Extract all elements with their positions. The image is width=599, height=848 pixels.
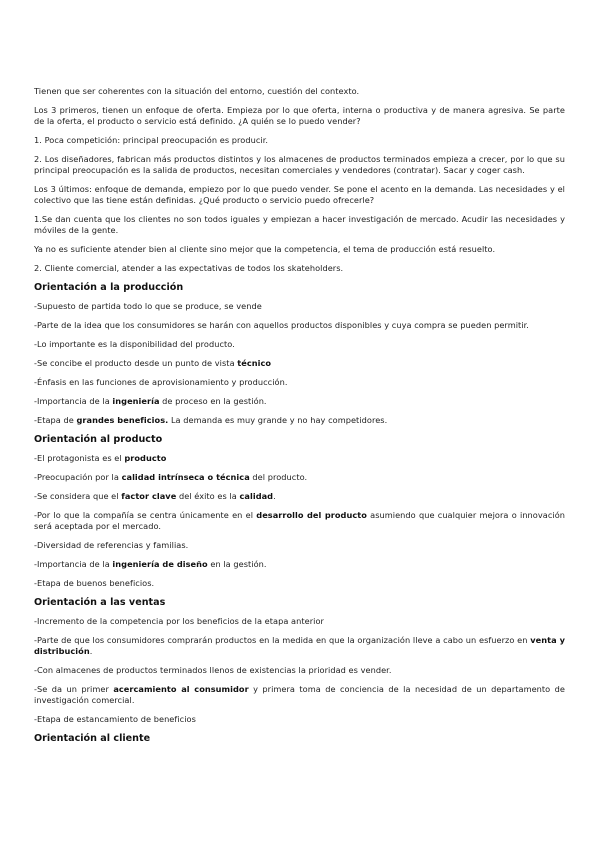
- paragraph: [34, 214, 565, 236]
- paragraph: [34, 358, 565, 369]
- text-run: Tienen que ser coherentes con la situación del entorno, cuestión del contexto.: [34, 86, 360, 96]
- text-run: -Parte de que los consumidores comprarán productos en la medida en que la organización lleve a cabo un esfuerzo en: [34, 635, 531, 645]
- bold-text: factor clave: [121, 491, 177, 501]
- bold-text: calidad intrínseca o técnica: [121, 472, 250, 482]
- bold-text: calidad: [239, 491, 274, 501]
- bold-text: grandes beneficios.: [76, 415, 169, 425]
- paragraph: [34, 244, 565, 255]
- bold-text: venta y distribución: [34, 635, 565, 656]
- bold-text: desarrollo del producto: [256, 510, 367, 520]
- text-run: -Supuesto de partida todo lo que se produce, se vende: [34, 301, 262, 311]
- bold-text: ingeniería de diseño: [112, 559, 208, 569]
- section-heading: [34, 434, 565, 446]
- text-run: -Se da un primer: [34, 684, 114, 694]
- paragraph: [34, 415, 565, 426]
- paragraph: [34, 301, 565, 312]
- paragraph: [34, 559, 565, 570]
- text-run: -Parte de la idea que los consumidores se harán con aquellos productos disponibles y cuya compra se pueden permitir.: [34, 320, 529, 330]
- paragraph: [34, 510, 565, 532]
- paragraph: [34, 684, 565, 706]
- text-run: -Se considera que el: [34, 491, 122, 501]
- paragraph: [34, 105, 565, 127]
- text-run: -Diversidad de referencias y familias.: [34, 540, 189, 550]
- text-run: de proceso en la gestión.: [159, 396, 267, 406]
- paragraph: [34, 320, 565, 331]
- text-run: Orientación a la producción: [34, 282, 184, 293]
- text-run: del producto.: [249, 472, 308, 482]
- text-run: -Importancia de la: [34, 559, 113, 569]
- paragraph: [34, 540, 565, 551]
- paragraph: [34, 665, 565, 676]
- text-run: 2. Los diseñadores, fabrican más productos distintos y los almacenes de productos terminados empieza a crecer, por lo que su principal preocupación es la salida de productos, necesitan comerciales y vendedores (contratar). Sacar y coger cash.: [34, 154, 565, 175]
- text-run: La demanda es muy grande y no hay competidores.: [168, 415, 388, 425]
- paragraph: [34, 616, 565, 627]
- paragraph: [34, 135, 565, 146]
- text-run: -Se concibe el producto desde un punto de vista: [34, 358, 238, 368]
- text-run: -Importancia de la: [34, 396, 113, 406]
- paragraph: [34, 453, 565, 464]
- paragraph: [34, 377, 565, 388]
- text-run: Los 3 primeros, tienen un enfoque de oferta. Empieza por lo que oferta, interna o productiva y de manera agresiva. Se parte de la oferta, el producto o servicio está definido. ¿A quién se lo puedo vender?: [34, 105, 565, 126]
- text-run: -Con almacenes de productos terminados llenos de existencias la prioridad es vender.: [34, 665, 392, 675]
- text-run: 2. Cliente comercial, atender a las expectativas de todos los skateholders.: [34, 263, 344, 273]
- text-run: y primera toma de conciencia de la necesidad de un departamento de investigación comercial.: [34, 684, 565, 705]
- text-run: .: [89, 646, 93, 656]
- text-run: -Etapa de estancamiento de beneficios: [34, 714, 196, 724]
- paragraph: [34, 263, 565, 274]
- paragraph: [34, 472, 565, 483]
- paragraph: [34, 714, 565, 725]
- text-run: -El protagonista es el: [34, 453, 125, 463]
- text-run: en la gestión.: [207, 559, 267, 569]
- paragraph: [34, 578, 565, 589]
- text-run: Orientación al cliente: [34, 733, 151, 744]
- section-heading: [34, 733, 565, 745]
- bold-text: acercamiento al consumidor: [113, 684, 249, 694]
- text-run: .: [273, 491, 276, 501]
- text-run: del éxito es la: [176, 491, 240, 501]
- paragraph: [34, 184, 565, 206]
- bold-text: producto: [124, 453, 167, 463]
- text-run: 1.Se dan cuenta que los clientes no son todos iguales y empiezan a hacer investigación de mercado. Acudir las necesidades y móviles de la gente.: [34, 214, 565, 235]
- text-run: -Énfasis en las funciones de aprovisionamiento y producción.: [34, 377, 288, 387]
- text-run: -Etapa de buenos beneficios.: [34, 578, 155, 588]
- bold-text: técnico: [237, 358, 272, 368]
- paragraph: [34, 154, 565, 176]
- paragraph: [34, 491, 565, 502]
- text-run: -Por lo que la compañía se centra únicamente en el: [34, 510, 257, 520]
- text-run: Los 3 últimos: enfoque de demanda, empiezo por lo que puedo vender. Se pone el acento en la demanda. Las necesidades y el colectivo que las tiene están definidas. ¿Qué producto o servicio puedo ofrecerle?: [34, 184, 565, 205]
- text-run: asumiendo que cualquier mejora o innovación será aceptada por el mercado.: [34, 510, 565, 531]
- section-heading: [34, 282, 565, 294]
- text-run: Orientación a las ventas: [34, 597, 166, 608]
- paragraph: [34, 86, 565, 97]
- text-run: -Lo importante es la disponibilidad del producto.: [34, 339, 235, 349]
- bold-text: ingeniería: [112, 396, 160, 406]
- text-run: -Etapa de: [34, 415, 77, 425]
- text-run: 1. Poca competición: principal preocupación es producir.: [34, 135, 269, 145]
- text-run: -Incremento de la competencia por los beneficios de la etapa anterior: [34, 616, 324, 626]
- text-run: Orientación al producto: [34, 434, 163, 445]
- section-heading: [34, 597, 565, 609]
- paragraph: [34, 339, 565, 350]
- text-run: Ya no es suficiente atender bien al cliente sino mejor que la competencia, el tema de producción está resuelto.: [34, 244, 496, 254]
- paragraph: [34, 396, 565, 407]
- text-run: -Preocupación por la: [34, 472, 122, 482]
- paragraph: [34, 635, 565, 657]
